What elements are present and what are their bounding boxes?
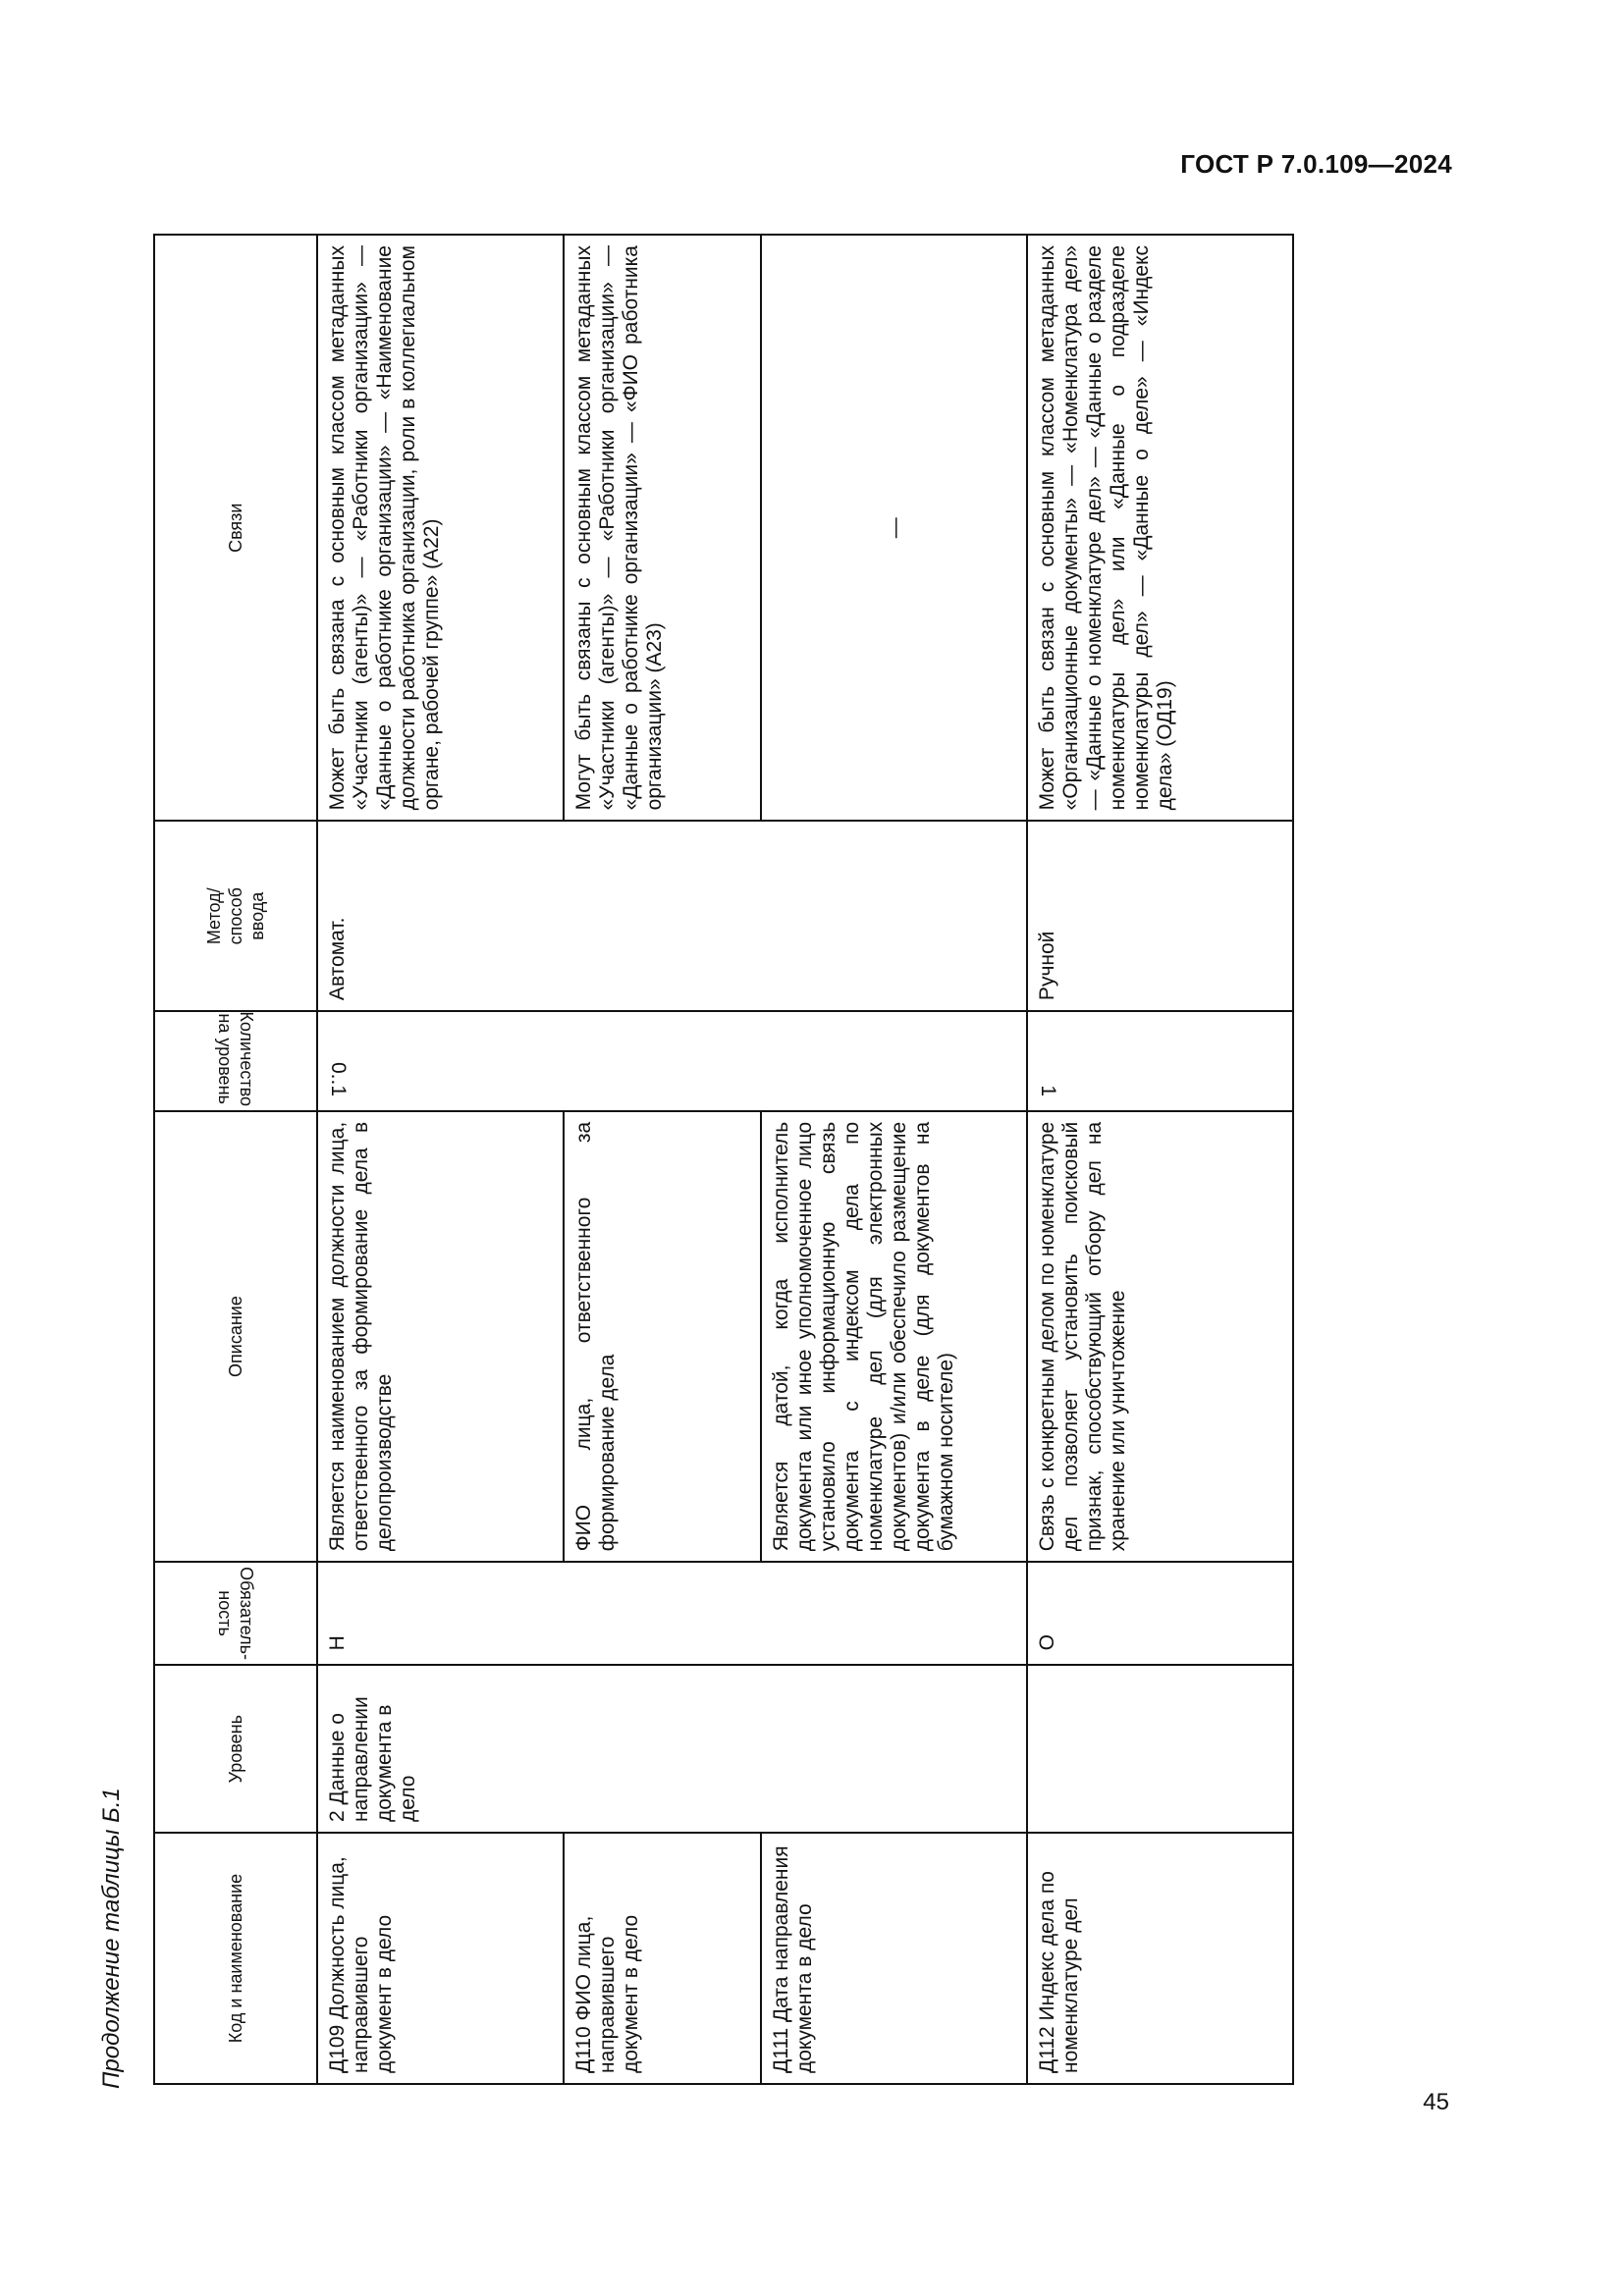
cell-quantity-text: 0..1: [327, 1061, 350, 1096]
table-row: [1027, 235, 1293, 2084]
cell-links: Могут быть связаны с основным классом метаданных «Участники (агенты)» — «Работники организации» — «Данные о работнике организации» — «ФИО работника организации» (А23): [564, 235, 761, 821]
column-header-obligation-text: Обязатель- ность: [215, 1567, 256, 1661]
cell-quantity-text: 1: [1037, 1085, 1059, 1096]
cell-code: Д109 Должность лица, направившего документ в дело: [317, 1833, 564, 2084]
cell-code: Д111 Дата направления документа в дело: [761, 1833, 1027, 2084]
column-header-quantity-text: Количество на уровень: [215, 1011, 256, 1106]
column-header-quantity: [154, 1011, 317, 1111]
cell-code: Д110 ФИО лица, направившего документ в дело: [564, 1833, 761, 2084]
cell-method: Ручной: [1027, 821, 1293, 1011]
cell-level: [1027, 1665, 1293, 1833]
cell-description: ФИО лица, ответственного за формирование дела: [564, 1111, 761, 1563]
column-header-obligation: [154, 1562, 317, 1665]
column-header-code: Код и наименование: [154, 1833, 317, 2084]
cell-level: 2 Данные о направлении документа в дело: [317, 1665, 1027, 1833]
cell-quantity: [317, 1011, 1027, 1111]
cell-quantity: [1027, 1011, 1293, 1111]
cell-description: Является наименованием должности лица, ответственного за формирование дела в делопроизводстве: [317, 1111, 564, 1563]
page-number: 45: [1423, 2089, 1449, 2115]
table-caption: Продолжение таблицы Б.1: [98, 1788, 125, 2089]
standard-number: ГОСТ Р 7.0.109—2024: [1180, 149, 1452, 179]
cell-links: Может быть связана с основным классом метаданных «Участники (агенты)» — «Работники организации» — «Данные о работнике организации» — «Наименование должности работника организации, роли в коллегиальном органе, рабочей группе» (А22): [317, 235, 564, 821]
cell-description: Связь с конкретным делом по номенклатуре дел позволяет установить поисковый признак, способствующий отбору дел на хранение или уничтожение: [1027, 1111, 1293, 1563]
rotated-table-container: [153, 234, 1280, 2085]
cell-description: Является датой, когда исполнитель документа или иное уполномоченное лицо установило информационную связь документа с индексом дела по номенклатуре дел (для электронных документов) и/или обеспечило размещение документа в деле (для документов на бумажном носителе): [761, 1111, 1027, 1563]
column-header-description: Описание: [154, 1111, 317, 1563]
cell-code: Д112 Индекс дела по номенклатуре дел: [1027, 1833, 1293, 2084]
cell-method: Автомат.: [317, 821, 1027, 1011]
cell-obligation: Н: [317, 1562, 1027, 1665]
column-header-links: Связи: [154, 235, 317, 821]
metadata-table: [153, 234, 1294, 2085]
cell-links: —: [761, 235, 1027, 821]
column-header-method: Метод/ способ ввода: [154, 821, 317, 1011]
table-row: [317, 235, 564, 2084]
table-header-row: [154, 235, 317, 2084]
cell-links: Может быть связан с основным классом метаданных «Организационные документы» — «Номенклатура дел» — «Данные о номенклатуре дел» — «Данные о разделе номенклатуры дел» или «Данные о подразделе номенклатуры дел» — «Данные о деле» — «Индекс дела» (ОД19): [1027, 235, 1293, 821]
column-header-level: Уровень: [154, 1665, 317, 1833]
cell-obligation: О: [1027, 1562, 1293, 1665]
